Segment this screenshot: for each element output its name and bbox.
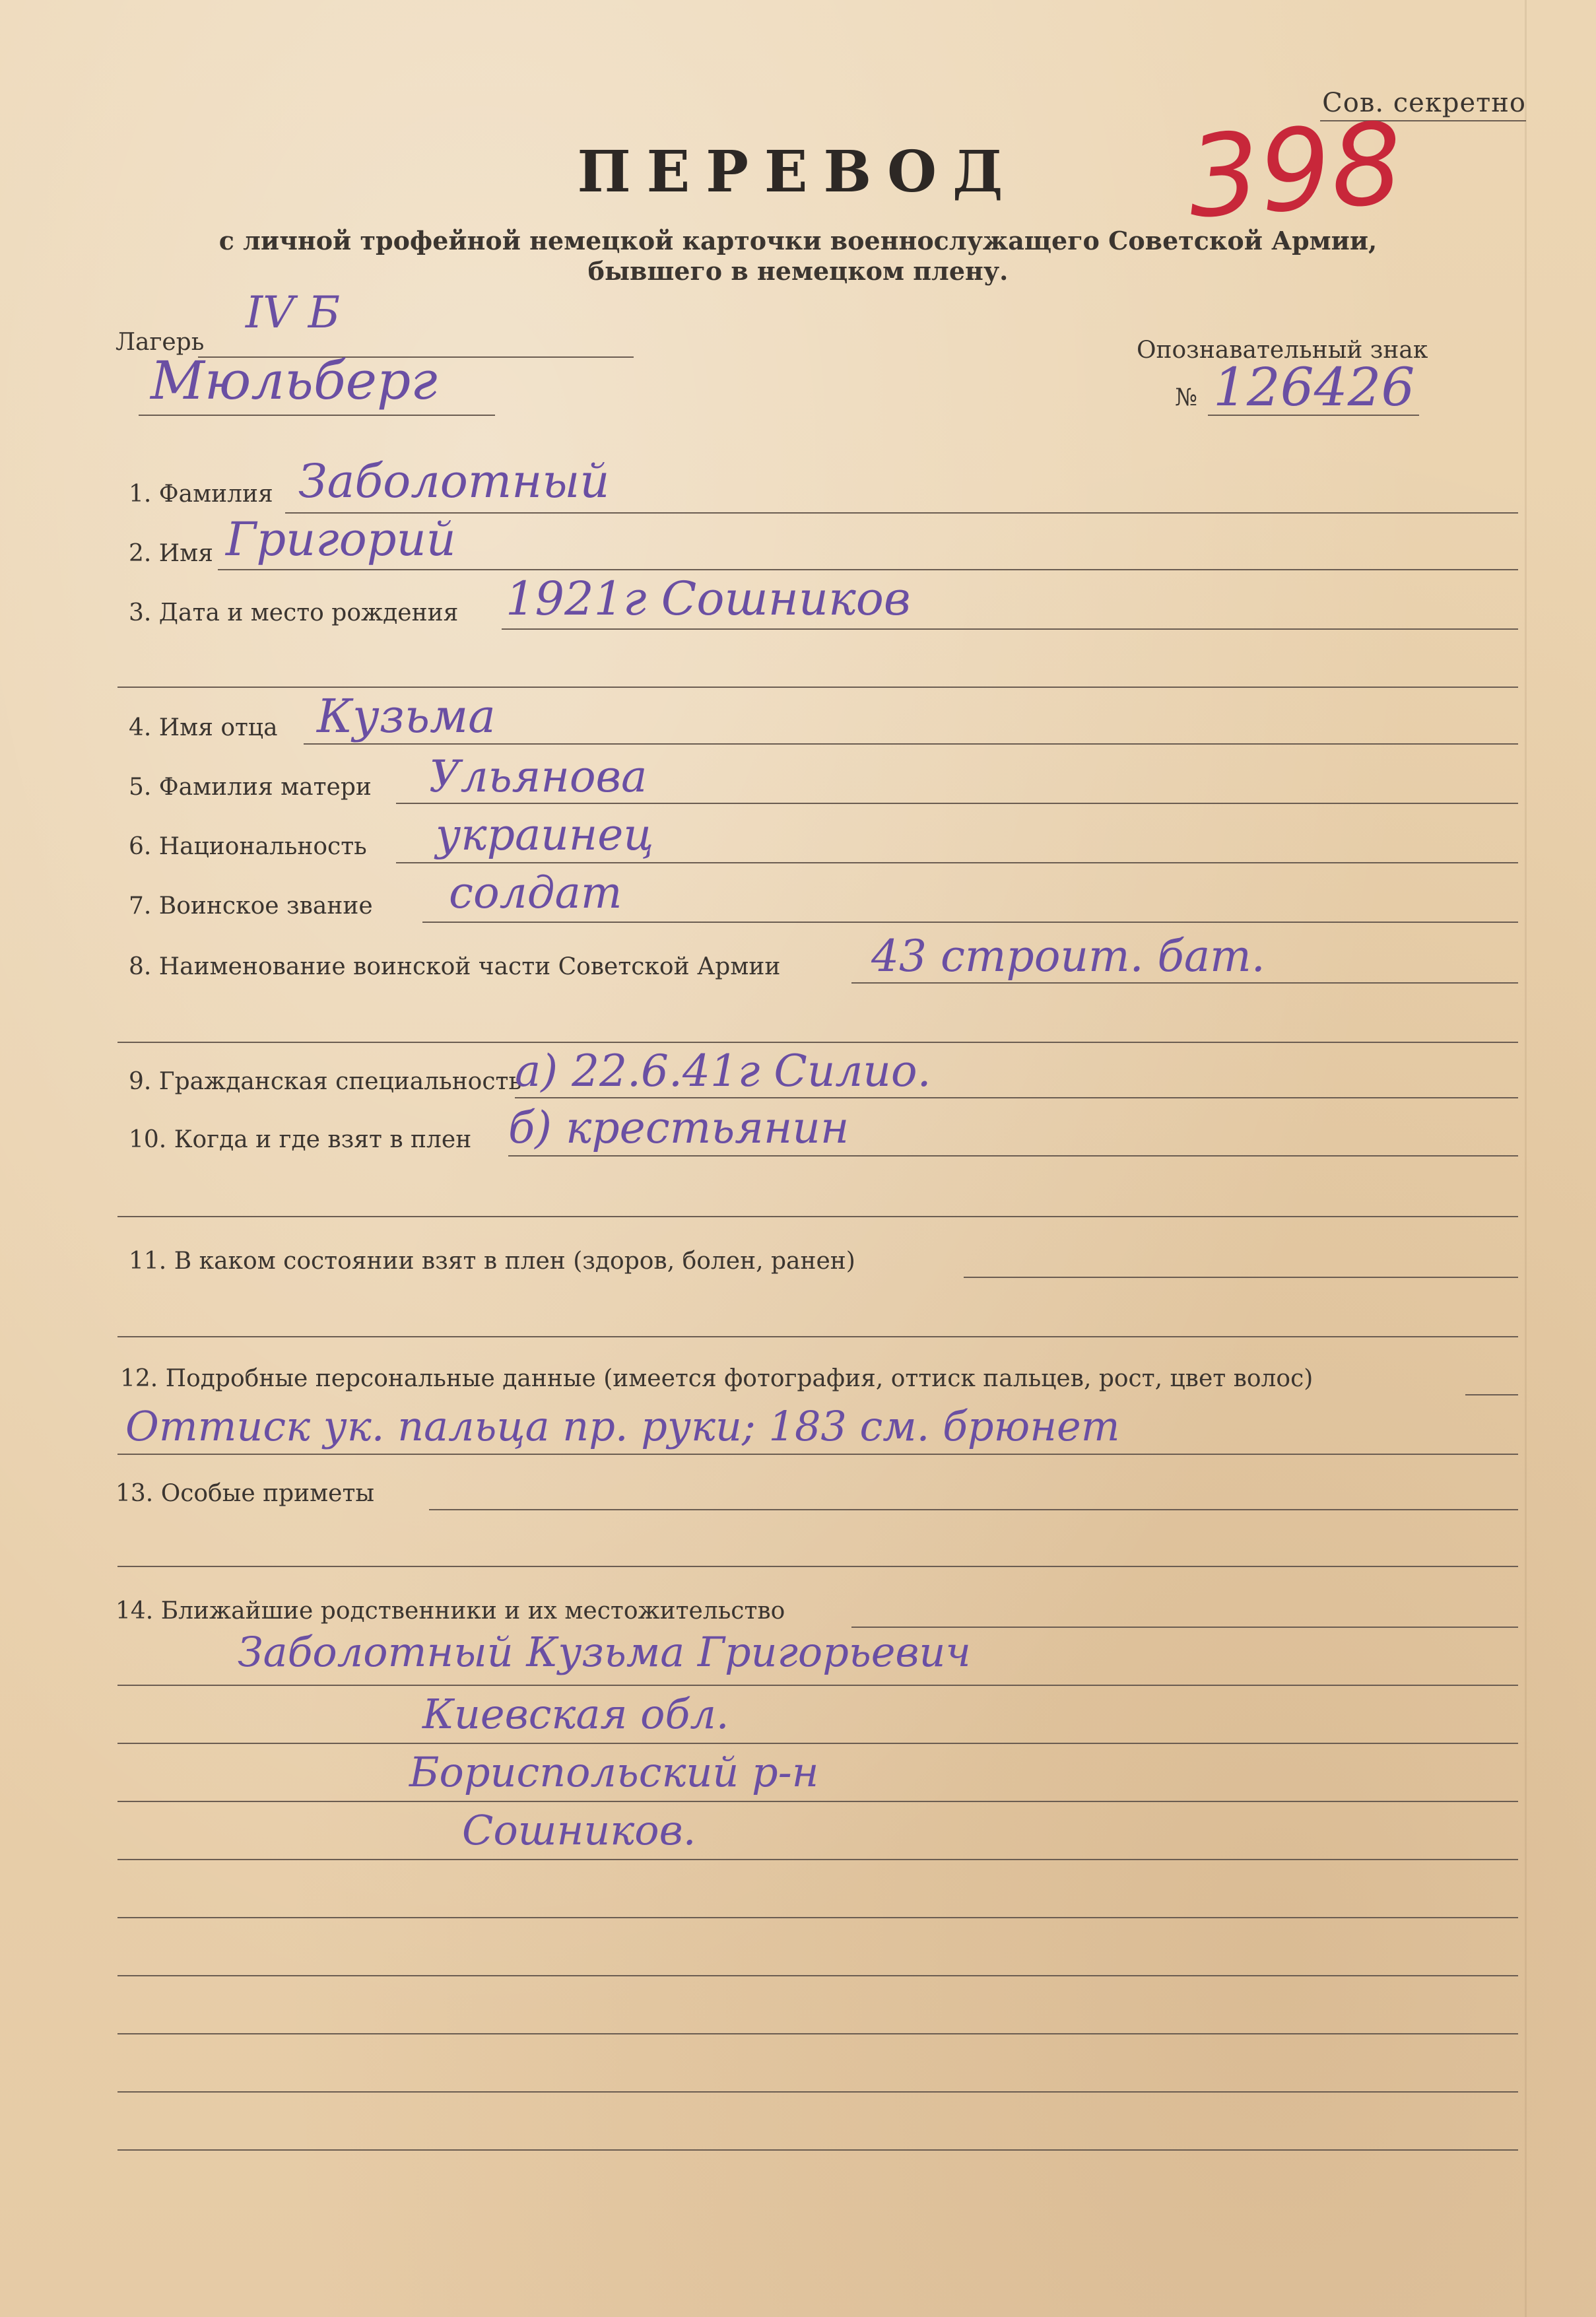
field-unit-value: 43 строит. бат.	[871, 931, 1265, 982]
camp-name: Мюльберг	[150, 350, 438, 411]
field-nationality-value: украинец	[436, 809, 654, 860]
document-title: ПЕРЕВОД	[577, 139, 1019, 205]
field-condition-line	[964, 1277, 1518, 1278]
field-profession-label: 9. Гражданская специальность	[129, 1068, 522, 1095]
field-rank-label: 7. Воинское звание	[129, 892, 373, 920]
camp-label: Лагерь	[116, 329, 205, 356]
field-nationality-line	[396, 862, 1518, 863]
field-captured-value: б) крестьянин	[508, 1102, 849, 1153]
field-rank-line	[422, 922, 1518, 923]
field-surname-line	[285, 512, 1518, 514]
field-name-label: 2. Имя	[129, 540, 213, 567]
paper-fold	[1525, 0, 1527, 2317]
relatives-line-9	[117, 2149, 1518, 2151]
field-surname-label: 1. Фамилия	[129, 481, 273, 508]
field-mother-label: 5. Фамилия матери	[129, 774, 372, 801]
field-father-value: Кузьма	[317, 689, 496, 743]
field-unit-extra-line	[117, 1042, 1518, 1043]
field-marks-extra-line	[117, 1566, 1518, 1567]
field-name-value: Григорий	[226, 512, 456, 566]
field-nationality-label: 6. Национальность	[129, 833, 367, 860]
camp-value: IV Б	[246, 287, 341, 338]
field-mother-line	[396, 803, 1518, 804]
field-birth-line	[502, 628, 1518, 630]
document-subtitle-line1: с личной трофейной немецкой карточки военнослужащего Советской Армии,	[218, 226, 1378, 255]
field-unit-label: 8. Наименование воинской части Советской Армии	[129, 953, 781, 980]
document-subtitle-line2: бывшего в немецком плену.	[587, 256, 1009, 286]
archive-number: 398	[1183, 98, 1407, 244]
id-number-prefix: №	[1175, 384, 1198, 411]
relatives-line-1	[117, 1685, 1518, 1686]
field-marks-label: 13. Особые приметы	[116, 1480, 375, 1507]
field-rank-value: солдат	[449, 867, 622, 918]
id-value: 126426	[1213, 356, 1415, 418]
relatives-line-8	[117, 2091, 1518, 2093]
relative-region: Киевская обл.	[422, 1690, 729, 1738]
relative-district: Бориспольский р-н	[409, 1748, 819, 1796]
field-condition-label: 11. В каком состоянии взят в плен (здоров, болен, ранен)	[129, 1248, 855, 1275]
field-surname-value: Заболотный	[298, 454, 610, 508]
relative-village: Сошников.	[462, 1806, 696, 1854]
field-father-line	[304, 743, 1518, 745]
relatives-line-3	[117, 1801, 1518, 1802]
camp-name-line	[139, 415, 495, 416]
field-relatives-label: 14. Ближайшие родственники и их местожительство	[116, 1597, 785, 1625]
id-label: Опознавательный знак	[1137, 337, 1428, 364]
relatives-line-6	[117, 1975, 1518, 1976]
field-birth-label: 3. Дата и место рождения	[129, 599, 459, 626]
field-personal-line	[1465, 1394, 1518, 1395]
classification-stamp: Сов. секретно	[1322, 88, 1526, 118]
relatives-line-5	[117, 1917, 1518, 1918]
field-personal-label: 12. Подробные персональные данные (имеется фотография, оттиск пальцев, рост, цвет волос)	[120, 1365, 1313, 1392]
field-profession-line	[515, 1097, 1518, 1098]
field-profession-value: а) 22.6.41г Силио.	[515, 1046, 931, 1096]
relatives-line-4	[117, 1859, 1518, 1860]
field-father-label: 4. Имя отца	[129, 714, 278, 741]
field-condition-extra-line	[117, 1336, 1518, 1337]
relative-name: Заболотный Кузьма Григорьевич	[238, 1628, 971, 1676]
field-personal-extra-line	[117, 1454, 1518, 1455]
field-birth-value: 1921г Сошников	[506, 572, 911, 626]
field-unit-line	[851, 982, 1518, 984]
field-name-line	[218, 569, 1518, 570]
field-birth-extra-line	[117, 687, 1518, 688]
field-captured-label: 10. Когда и где взят в плен	[129, 1126, 472, 1153]
field-personal-value: Оттиск ук. пальца пр. руки; 183 см. брюнет	[125, 1402, 1120, 1450]
field-captured-line	[508, 1155, 1518, 1157]
field-marks-line	[429, 1509, 1518, 1510]
relatives-line-7	[117, 2033, 1518, 2034]
field-captured-extra-line	[117, 1216, 1518, 1217]
relatives-line-2	[117, 1743, 1518, 1744]
field-mother-value: Ульянова	[429, 751, 648, 802]
